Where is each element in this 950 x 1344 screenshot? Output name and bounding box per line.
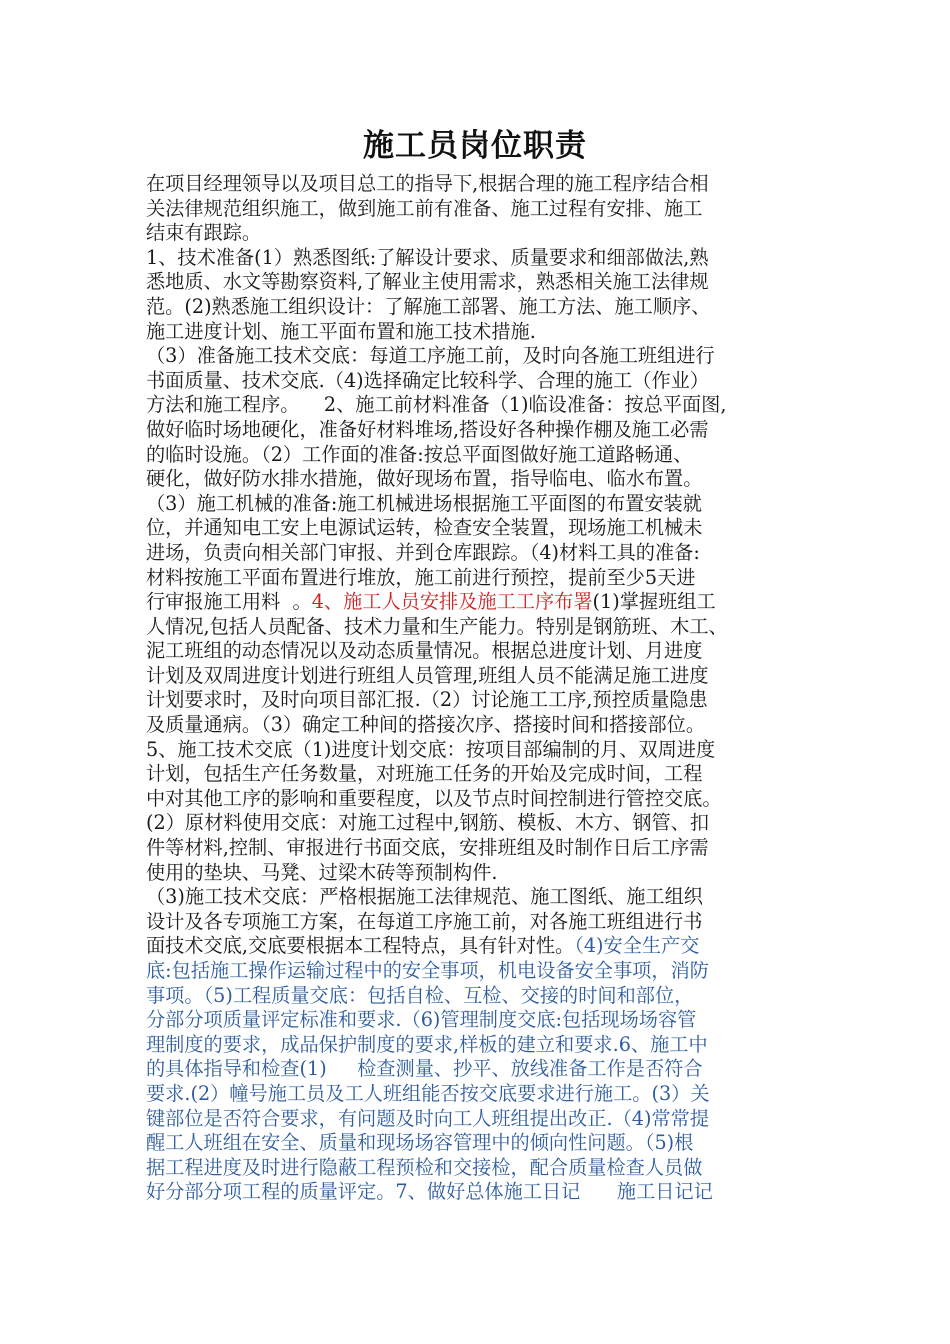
text-line	[146, 344, 806, 369]
text-segment: 好分部分项工程的质量评定。7、做好总体施工日记 施工日记记	[146, 1180, 713, 1204]
text-line	[146, 836, 806, 861]
text-line	[146, 221, 806, 246]
text-segment: 的具体指导和检查(1) 检查测量、抄平、放线准备工作是否符合	[146, 1057, 703, 1081]
text-line	[146, 516, 806, 541]
text-line	[146, 1107, 806, 1132]
text-line	[146, 541, 806, 566]
text-segment: 分部分项质量评定标准和要求.（6)管理制度交底:包括现场场容管	[146, 1008, 697, 1032]
text-segment: 泥工班组的动态情况以及动态质量情况。根据总进度计划、月进度	[146, 639, 703, 663]
text-line	[146, 639, 806, 664]
text-segment: 件等材料,控制、审报进行书面交底，安排班组及时制作日后工序需	[146, 836, 709, 860]
text-segment: 设计及各专项施工方案，在每道工序施工前，对各施工班组进行书	[146, 909, 703, 933]
text-segment: 及质量通病。（3）确定工种间的搭接次序、搭接时间和搭接部位。	[146, 713, 706, 737]
text-line	[146, 959, 806, 984]
text-segment: 计划及双周进度计划进行班组人员管理,班组人员不能满足施工进度	[146, 663, 709, 687]
text-segment: 的临时设施。（2）工作面的准备:按总平面图做好施工道路畅通、	[146, 442, 693, 466]
text-segment: 5、施工技术交底（1)进度计划交底：按项目部编制的月、双周进度	[146, 737, 716, 761]
text-line	[146, 492, 806, 517]
text-segment: 醒工人班组在安全、质量和现场场容管理中的倾向性问题。（5)根	[146, 1131, 694, 1155]
text-segment: 中对其他工序的影响和重要程度，以及节点时间控制进行管控交底。	[146, 786, 722, 810]
text-segment: 4、施工人员安排及施工工序布署	[311, 590, 593, 614]
text-line	[146, 443, 806, 468]
text-line	[146, 1082, 806, 1107]
text-line	[146, 197, 806, 222]
text-line	[146, 393, 806, 418]
text-segment: 关法律规范组织施工，做到施工前有准备、施工过程有安排、施工	[146, 196, 703, 220]
text-line	[146, 885, 806, 910]
text-segment: 方法和施工程序。 2、施工前材料准备（1)临设准备：按总平面图,	[146, 393, 727, 417]
text-line	[146, 984, 806, 1009]
text-segment: 做好临时场地硬化，准备好材料堆场,搭设好各种操作棚及施工必需	[146, 417, 709, 441]
text-line	[146, 688, 806, 713]
text-line	[146, 590, 806, 615]
text-segment: 要求.(2）幢号施工员及工人班组能否按交底要求进行施工。(3）关	[146, 1081, 710, 1105]
text-segment: 悉地质、水文等勘察资料,了解业主使用需求，熟悉相关施工法律规	[146, 270, 709, 294]
text-line	[146, 467, 806, 492]
text-line	[146, 861, 806, 886]
text-line	[146, 1057, 806, 1082]
text-segment: 1、技术准备(1）熟悉图纸:了解设计要求、质量要求和细部做法,熟	[146, 245, 709, 269]
text-line	[146, 1180, 806, 1205]
text-segment: (2）原材料使用交底：对施工过程中,钢筋、模板、木方、钢管、扣	[146, 811, 710, 835]
document-body	[146, 172, 806, 1205]
text-line	[146, 664, 806, 689]
text-line	[146, 270, 806, 295]
text-segment: 事项。（5)工程质量交底：包括自检、互检、交接的时间和部位，	[146, 983, 694, 1007]
text-segment: (1)掌握班组工	[592, 590, 716, 614]
page-title: 施工员岗位职责	[363, 128, 587, 164]
text-segment: （3）准备施工技术交底：每道工序施工前，及时向各施工班组进行	[146, 344, 715, 368]
text-line	[146, 246, 806, 271]
text-line	[146, 762, 806, 787]
text-segment: 理制度的要求，成品保护制度的要求,样板的建立和要求.6、施工中	[146, 1032, 708, 1056]
text-segment: 材料按施工平面布置进行堆放，施工前进行预控，提前至少5天进	[146, 565, 696, 589]
text-line	[146, 713, 806, 738]
text-line	[146, 1033, 806, 1058]
text-segment: （3）施工机械的准备:施工机械进场根据施工平面图的布置安装就	[146, 491, 702, 515]
text-segment: （3)施工技术交底：严格根据施工法律规范、施工图纸、施工组织	[146, 885, 703, 909]
text-segment: 行审报施工用料 。	[146, 590, 312, 614]
text-segment: 面技术交底,交底要根据本工程特点，具有针对性。	[146, 934, 575, 958]
text-line	[146, 295, 806, 320]
text-segment: 在项目经理领导以及项目总工的指导下,根据合理的施工程序结合相	[146, 172, 709, 195]
text-segment: 据工程进度及时进行隐蔽工程预检和交接检，配合质量检查人员做	[146, 1155, 703, 1179]
text-line	[146, 369, 806, 394]
text-line	[146, 787, 806, 812]
text-segment: 计划，包括生产任务数量，对班施工任务的开始及完成时间，工程	[146, 762, 703, 786]
text-line	[146, 566, 806, 591]
text-line	[146, 1156, 806, 1181]
text-line	[146, 172, 806, 197]
text-line	[146, 910, 806, 935]
text-line	[146, 811, 806, 836]
text-segment: 底:包括施工操作运输过程中的安全事项，机电设备安全事项，消防	[146, 959, 709, 982]
text-segment: 键部位是否符合要求，有问题及时向工人班组提出改正.（4)常常提	[146, 1106, 710, 1130]
text-line	[146, 615, 806, 640]
text-segment: 结束有跟踪。	[146, 221, 262, 245]
text-line	[146, 934, 806, 959]
text-segment: 范。(2)熟悉施工组织设计：了解施工部署、施工方法、施工顺序、	[146, 294, 711, 318]
text-line	[146, 1008, 806, 1033]
text-segment: （4)安全生产交	[574, 934, 700, 958]
text-segment: 书面质量、技术交底.（4)选择确定比较科学、合理的施工（作业）	[146, 368, 710, 392]
text-segment: 位，并通知电工安上电源试运转，检查安全装置，现场施工机械未	[146, 516, 703, 540]
text-line	[146, 418, 806, 443]
text-line	[146, 738, 806, 763]
text-segment: 使用的垫块、马凳、过梁木砖等预制构件.	[146, 860, 498, 884]
text-segment: 进场，负责向相关部门审报、并到仓库跟踪。（4)材料工具的准备:	[146, 540, 700, 564]
text-line	[146, 320, 806, 345]
text-segment: 计划要求时，及时向项目部汇报.（2）讨论施工工序,预控质量隐患	[146, 688, 708, 712]
text-segment: 施工进度计划、施工平面布置和施工技术措施.	[146, 319, 536, 343]
text-line	[146, 1131, 806, 1156]
text-segment: 硬化，做好防水排水措施，做好现场布置，指导临电、临水布置。	[146, 467, 703, 491]
text-segment: 人情况,包括人员配备、技术力量和生产能力。特别是钢筋班、木工、	[146, 614, 728, 638]
